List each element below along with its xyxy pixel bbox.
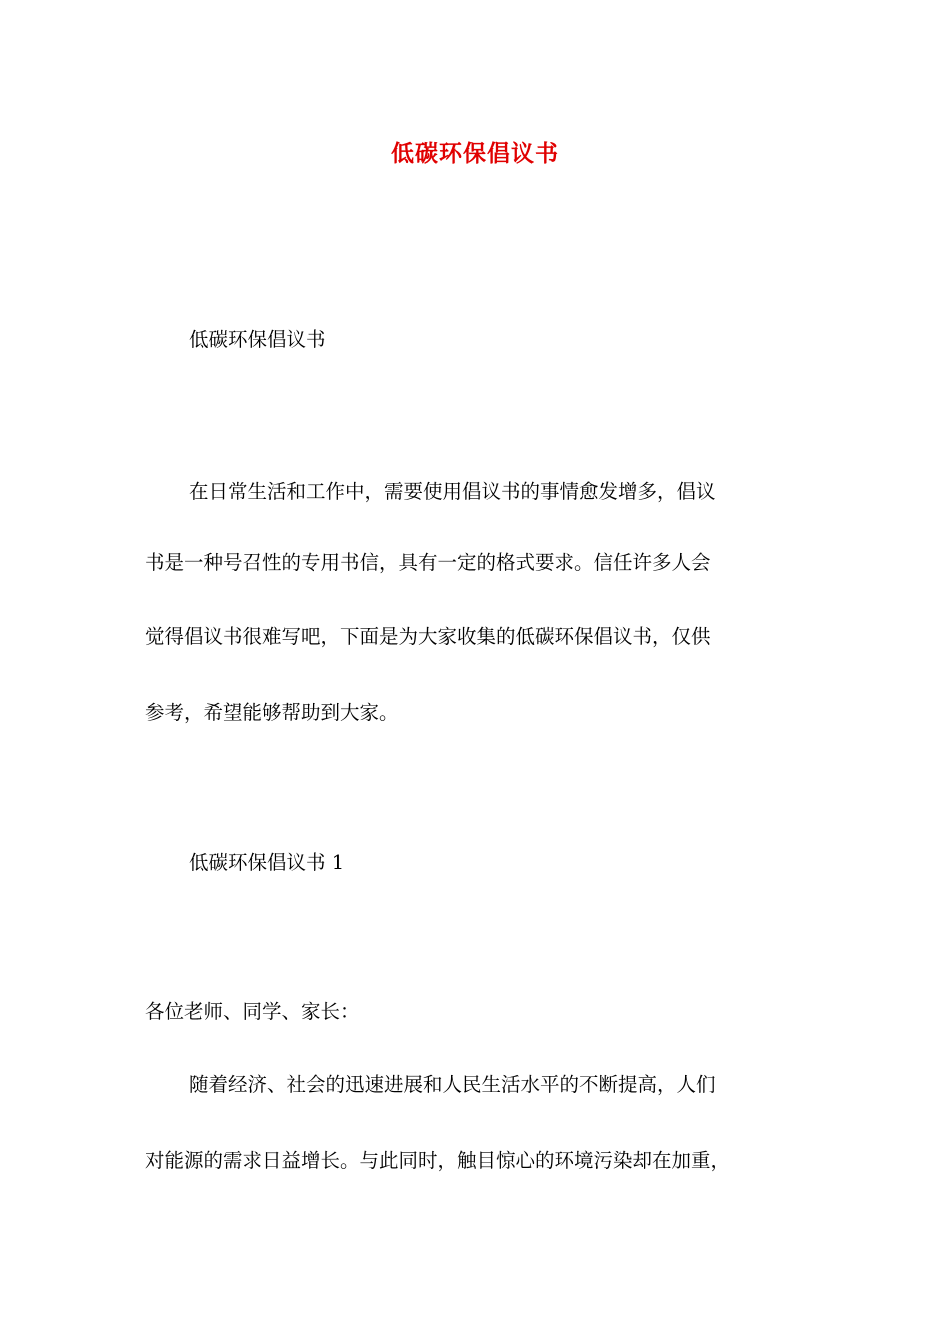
intro-line-4: 参考，希望能够帮助到大家。 [145,701,399,724]
salutation: 各位老师、同学、家长： [145,1000,360,1023]
document-title: 低碳环保倡议书 [391,140,559,167]
subtitle: 低碳环保倡议书 [189,328,326,351]
section-heading: 低碳环保倡议书 1 [189,851,345,874]
intro-line-1: 在日常生活和工作中，需要使用倡议书的事情愈发增多，倡议 [189,480,716,503]
intro-line-3: 觉得倡议书很难写吧，下面是为大家收集的低碳环保倡议书，仅供 [145,625,711,648]
body-line-1: 随着经济、社会的迅速进展和人民生活水平的不断提高，人们 [189,1073,716,1096]
body-line-2: 对能源的需求日益增长。与此同时，触目惊心的环境污染却在加重， [145,1149,731,1172]
intro-line-2: 书是一种号召性的专用书信，具有一定的格式要求。信任许多人会 [145,551,711,574]
